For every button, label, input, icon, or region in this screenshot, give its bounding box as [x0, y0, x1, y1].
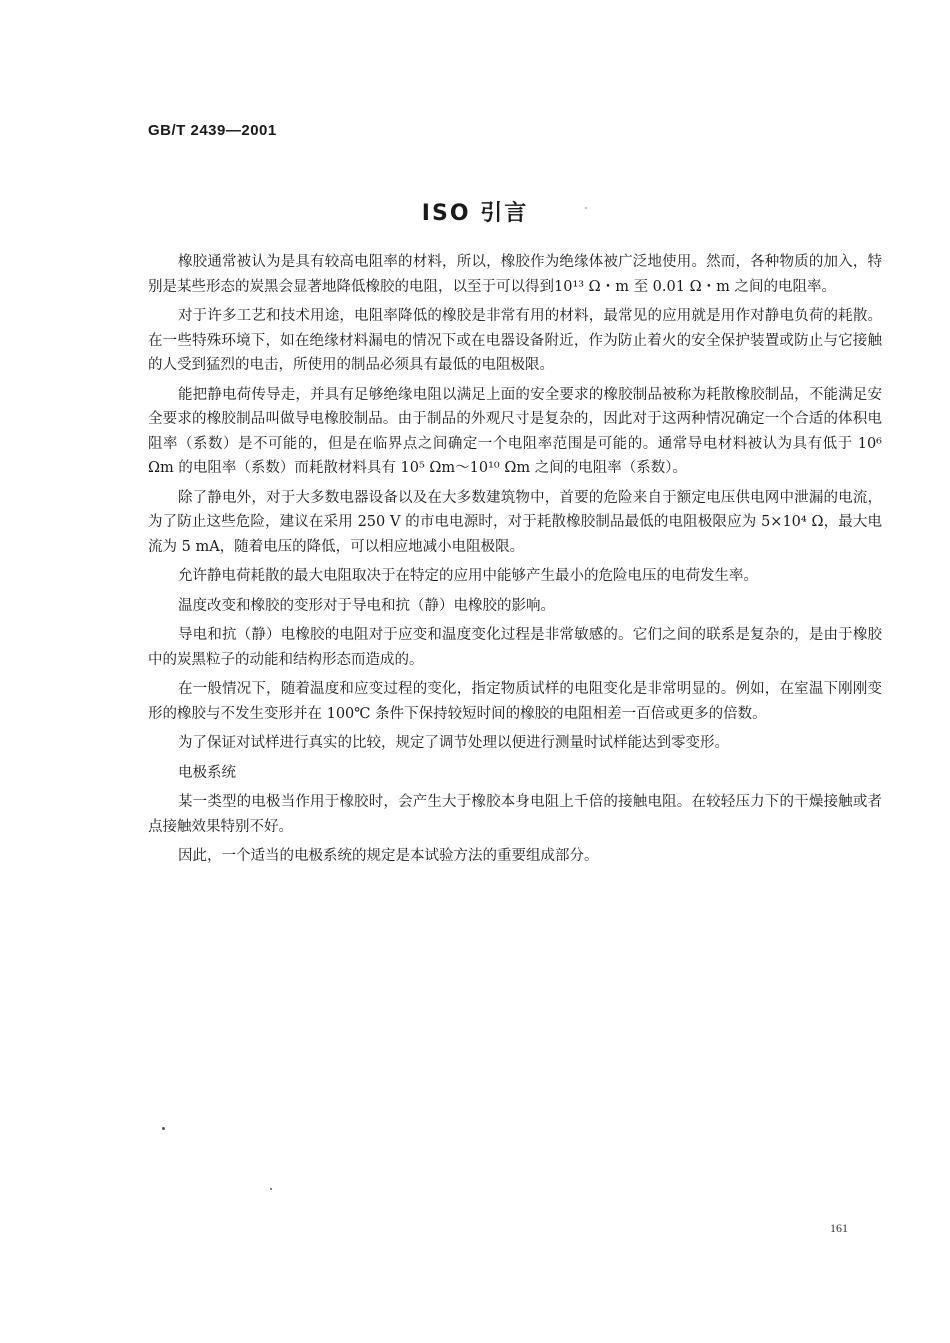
- page-title: ISO 引言: [421, 201, 529, 226]
- paragraph-temperature-deformation: 温度改变和橡胶的变形对于导电和抗（静）电橡胶的影响。: [178, 597, 555, 614]
- paragraph-intro-resistivity: 橡胶通常被认为是具有较高电阻率的材料，所以，橡胶作为绝缘体被广泛地使用。然而，各种物质的加入，特别是某些形态的炭黑会显著地降低橡胶的电阻，以至于可以得到10¹³ Ω・m 至 0.01 Ω・m 之间的电阻率。: [148, 254, 882, 295]
- paragraph-static-dissipation: 对于许多工艺和技术用途，电阻率降低的橡胶是非常有用的材料，最常见的应用就是用作对静电负荷的耗散。在一些特殊环境下，如在绝缘材料漏电的情况下或在电器设备附近，作为防止着火的安全保护装置或防止与它接触的人受到猛烈的电击，所使用的制品必须具有最低的电阻极限。: [148, 308, 882, 373]
- standard-code: GB/T 2439—2001: [148, 122, 277, 139]
- scan-speck: [585, 207, 587, 209]
- page-number: 161: [830, 1221, 848, 1235]
- paragraph-resistance-variation: 在一般情况下，随着温度和应变过程的变化，指定物质试样的电阻变化是非常明显的。例如，在室温下刚刚变形的橡胶与不发生变形并在 100℃ 条件下保持较短时间的橡胶的电阻相差一百倍或更多的倍数。: [148, 681, 882, 722]
- section-heading-electrode-system: 电极系统: [178, 764, 236, 781]
- paragraph-sensitivity: 导电和抗（静）电橡胶的电阻对于应变和温度变化过程是非常敏感的。它们之间的联系是复杂的，是由于橡胶中的炭黑粒子的动能和结构形态而造成的。: [148, 627, 882, 668]
- scan-speck: [270, 1188, 272, 1190]
- paragraph-max-resistance: 允许静电荷耗散的最大电阻取决于在特定的应用中能够产生最小的危险电压的电荷发生率。: [178, 568, 758, 584]
- paragraph-dissipative-conductive: 能把静电荷传导走，并具有足够绝缘电阻以满足上面的安全要求的橡胶制品被称为耗散橡胶制品，不能满足安全要求的橡胶制品叫做导电橡胶制品。由于制品的外观尺寸是复杂的，因此对于这两种情况确定一个合适的体积电阻率（系数）是不可能的，但是在临界点之间确定一个电阻率范围是可能的。通常导电材料被认为具有低于 10⁶ Ωm 的电阻率（系数）而耗散材料具有 10⁵ Ωm～10¹⁰ Ωm 之间的电阻率（系数）。: [148, 386, 882, 476]
- paragraph-leakage-current: 除了静电外，对于大多数电器设备以及在大多数建筑物中，首要的危险来自于额定电压供电网中泄漏的电流，为了防止这些危险，建议在采用 250 V 的市电电源时，对于耗散橡胶制品最低的电阻极限应为 5×10⁴ Ω，最大电流为 5 mA，随着电压的降低，可以相应地减小电阻极限。: [148, 489, 882, 555]
- paragraph-contact-resistance: 某一类型的电极当作用于橡胶时，会产生大于橡胶本身电阻上千倍的接触电阻。在较轻压力下的干燥接触或者点接触效果特别不好。: [148, 794, 882, 835]
- scan-speck: [162, 1127, 165, 1130]
- body-text: [148, 250, 882, 874]
- paragraph-conditioning: 为了保证对试样进行真实的比较，规定了调节处理以便进行测量时试样能达到零变形。: [178, 735, 729, 751]
- paragraph-conclusion: 因此，一个适当的电极系统的规定是本试验方法的重要组成部分。: [178, 848, 599, 864]
